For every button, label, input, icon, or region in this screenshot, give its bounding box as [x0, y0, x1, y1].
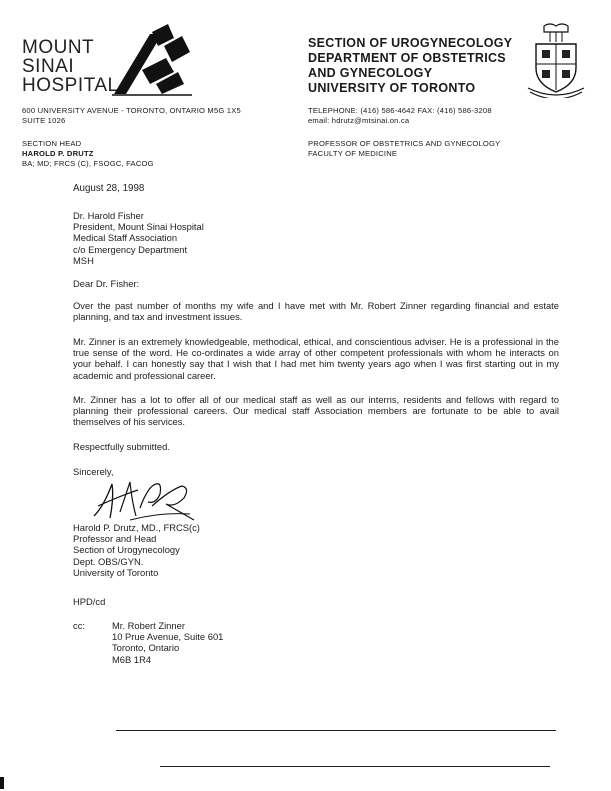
signer-block: [73, 522, 200, 578]
section-head-info: [22, 139, 154, 169]
addressee-line: President, Mount Sinai Hospital: [73, 221, 204, 233]
signer-line: Dept. OBS/GYN.: [73, 555, 144, 567]
cc-line: Mr. Robert Zinner: [112, 620, 185, 631]
cc-line: 10 Prue Avenue, Suite 601: [112, 631, 224, 643]
letter-date: August 28, 1998: [73, 183, 145, 194]
salutation: Dear Dr. Fisher:: [73, 278, 140, 289]
addressee-line: MSH: [73, 254, 94, 266]
hospital-logo-icon: [112, 24, 192, 96]
paragraph: Mr. Zinner has a lot to offer all of our medical staff as well as our interns, residents and fellows with regard to planning their professional careers. Our medical staff Association members are fortunate to be able to avail themselves of his services.: [73, 394, 559, 428]
paragraph: Mr. Zinner is an extremely knowledgeable, methodical, ethical, and conscientious adviser. He is a professional in the true sense of the word. He co-ordinates a wide array of other competent professionals with whom he interacts on your behalf. I can honestly say that I wish that I had met him twenty years ago when I was first starting out in my academic and professional career.: [73, 336, 559, 381]
department-line: SECTION OF UROGYNECOLOGY: [308, 36, 513, 50]
paragraph: Respectfully submitted.: [73, 441, 170, 452]
section-head-label: SECTION HEAD: [22, 139, 82, 148]
scan-edge-mark: [0, 777, 4, 789]
department-heading: [308, 36, 512, 96]
department-line: DEPARTMENT OF OBSTETRICS: [308, 51, 506, 65]
section-head-name: HAROLD P. DRUTZ: [22, 149, 94, 158]
logo-line: MOUNT: [22, 37, 95, 58]
cc-line: M6B 1R4: [112, 653, 152, 665]
section-head-credentials: BA; MD; FRCS (C), FSOGC, FACOG: [22, 159, 154, 168]
logo-line: HOSPITAL: [22, 75, 119, 96]
department-line: AND GYNECOLOGY: [308, 66, 433, 80]
addressee-line: Medical Staff Association: [73, 232, 178, 244]
telephone-fax: TELEPHONE: (416) 586-4642 FAX: (416) 586-3208: [308, 106, 492, 115]
signature-icon: [90, 476, 200, 524]
hospital-address: [22, 106, 241, 126]
address-line: 600 UNIVERSITY AVENUE - TORONTO, ONTARIO M5G 1X5: [22, 106, 241, 115]
signer-line: Professor and Head: [73, 533, 157, 545]
signer-line: University of Toronto: [73, 566, 159, 578]
footer-divider-lower: [160, 766, 550, 767]
closing: Sincerely,: [73, 466, 114, 477]
signer-line: Section of Urogynecology: [73, 544, 180, 556]
cc-recipient: [112, 620, 223, 665]
addressee-line: c/o Emergency Department: [73, 243, 188, 255]
email-address: email: hdrutz@mtsinai.on.ca: [308, 116, 410, 125]
addressee-line: Dr. Harold Fisher: [73, 210, 144, 221]
logo-line: SINAI: [22, 56, 75, 77]
cc-line: Toronto, Ontario: [112, 642, 180, 654]
contact-info: [308, 106, 492, 126]
address-suite: SUITE 1026: [22, 116, 66, 125]
signer-line: Harold P. Drutz, MD., FRCS(c): [73, 522, 200, 533]
reference-initials: HPD/cd: [73, 596, 106, 607]
addressee-block: [73, 210, 204, 266]
cc-label: cc:: [73, 620, 85, 631]
paragraph: Over the past number of months my wife and I have met with Mr. Robert Zinner regarding financial and estate planning, and tax and investment issues.: [73, 300, 559, 323]
department-line: UNIVERSITY OF TORONTO: [308, 81, 476, 95]
hospital-logo-text: [22, 38, 119, 95]
professor-title-line: PROFESSOR OF OBSTETRICS AND GYNECOLOGY: [308, 139, 501, 148]
professor-title: [308, 139, 500, 159]
footer-divider: [116, 730, 556, 731]
faculty-line: FACULTY OF MEDICINE: [308, 149, 398, 158]
university-crest-icon: [526, 22, 586, 98]
